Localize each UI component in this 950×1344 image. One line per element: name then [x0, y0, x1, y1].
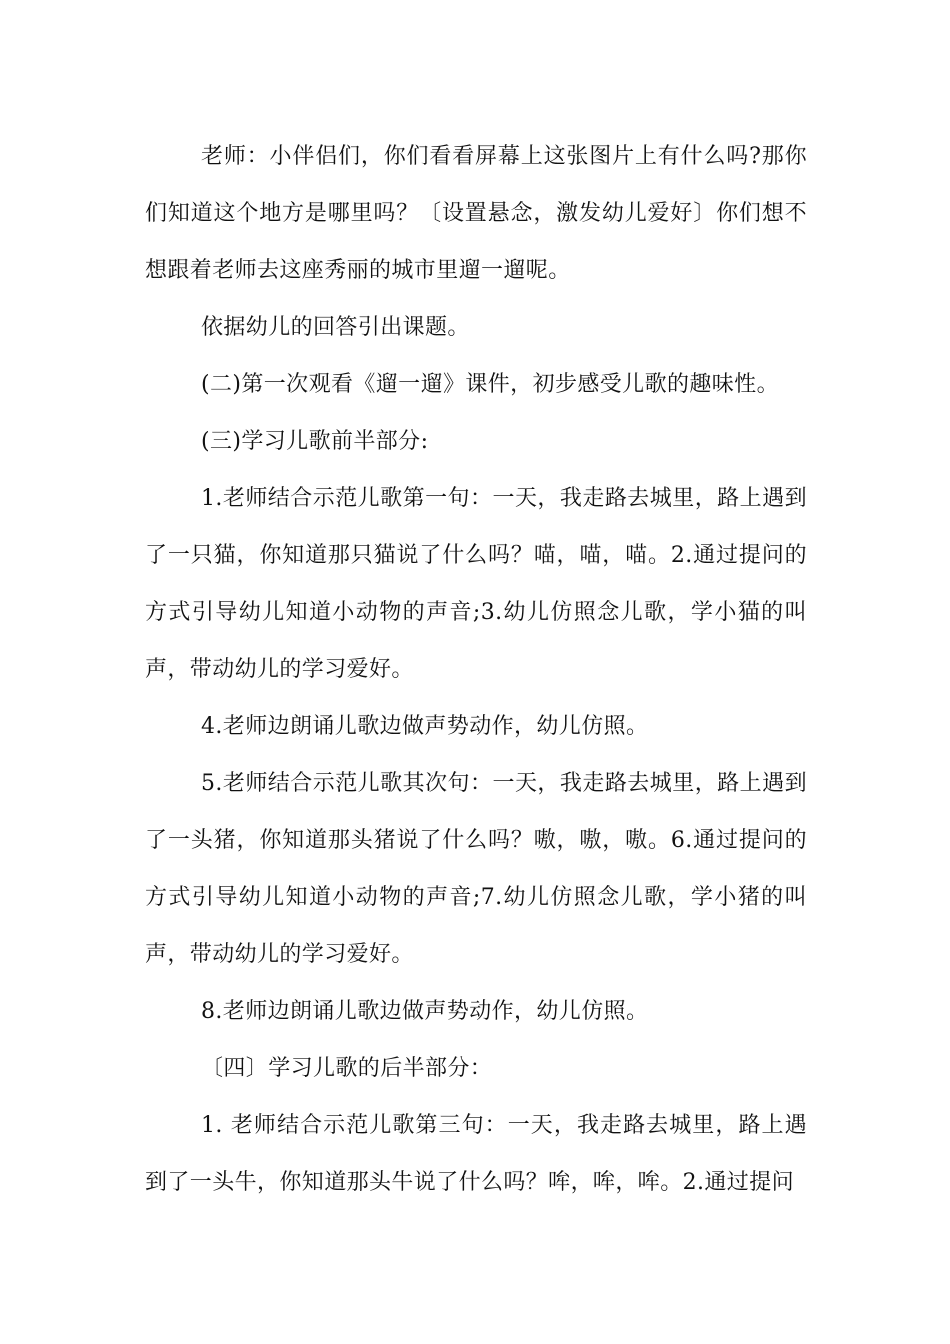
paragraph-topic: 依据幼儿的回答引出课题。 [201, 315, 470, 340]
paragraph-cow-verse: 1. 老师结合示范儿歌第三句：一天，我走路去城里，路上遇到了一头牛，你知道那头牛说了什么吗？哞，哞，哞。2.通过提问 [145, 1113, 807, 1195]
document-body [145, 128, 807, 1211]
paragraph-section-2: (二)第一次观看《遛一遛》课件，初步感受儿歌的趣味性。 [201, 372, 779, 397]
paragraph-pig-verse: 5.老师结合示范儿歌其次句：一天，我走路去城里，路上遇到了一头猪，你知道那头猪说了什么吗？嗷，嗷，嗷。6.通过提问的方式引导幼儿知道小动物的声音;7.幼儿仿照念儿歌，学小猪的叫声，带动幼儿的学习爱好。 [145, 771, 807, 967]
paragraph-intro: 老师：小伴侣们，你们看看屏幕上这张图片上有什么吗?那你们知道这个地方是哪里吗？〔设置悬念，激发幼儿爱好〕你们想不想跟着老师去这座秀丽的城市里遛一遛呢。 [145, 144, 807, 283]
paragraph-step-8: 8.老师边朗诵儿歌边做声势动作，幼儿仿照。 [201, 999, 649, 1024]
paragraph-step-4: 4.老师边朗诵儿歌边做声势动作，幼儿仿照。 [201, 714, 649, 739]
paragraph-section-3-heading: (三)学习儿歌前半部分: [201, 429, 429, 454]
paragraph-cat-verse: 1.老师结合示范儿歌第一句：一天，我走路去城里，路上遇到了一只猫，你知道那只猫说了什么吗？喵，喵，喵。2.通过提问的方式引导幼儿知道小动物的声音;3.幼儿仿照念儿歌，学小猫的叫声，带动幼儿的学习爱好。 [145, 486, 807, 682]
paragraph-section-4-heading: 〔四〕学习儿歌的后半部分： [201, 1056, 493, 1081]
